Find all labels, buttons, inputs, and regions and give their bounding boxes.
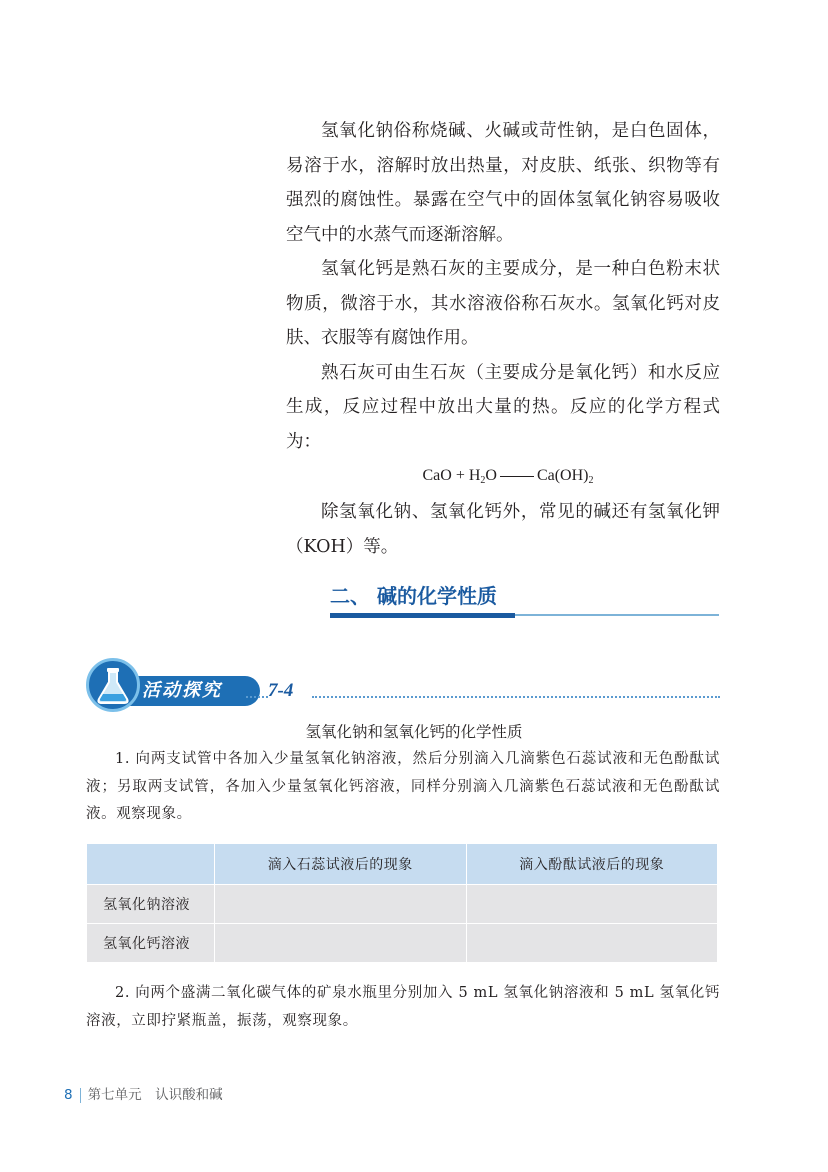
activity-title: 氢氧化钠和氢氧化钙的化学性质 xyxy=(305,723,523,741)
activity-number: 7-4 xyxy=(268,680,294,701)
table-row xyxy=(87,885,718,924)
step-1 xyxy=(86,746,720,829)
step-2 xyxy=(86,980,720,1035)
equation-equals-line xyxy=(500,476,534,477)
table-header-cell: 滴入石蕊试液后的现象 xyxy=(215,844,467,885)
page-footer xyxy=(64,1083,223,1103)
equation-subscript: 2 xyxy=(480,475,486,486)
flask-icon xyxy=(96,667,130,705)
table-row xyxy=(87,924,718,963)
paragraph: 熟石灰可由生石灰（主要成分是氧化钙）和水反应生成，反应过程中放出大量的热。反应的化学方程式为： xyxy=(286,362,720,452)
footer-divider xyxy=(80,1088,81,1103)
equation-right: Ca(OH) xyxy=(536,467,589,484)
step-1-text: 1. 向两支试管中各加入少量氢氧化钠溶液，然后分别滴入几滴紫色石蕊试液和无色酚酞试液；另取两支试管，各加入少量氢氧化钙溶液，同样分别滴入几滴紫色石蕊试液和无色酚酞试液。观察现象。 xyxy=(86,751,720,822)
table-row-label: 氢氧化钙溶液 xyxy=(87,924,215,963)
table-header-row xyxy=(87,844,718,885)
equation-left: CaO + H xyxy=(422,467,481,484)
table-cell xyxy=(215,924,467,963)
paragraph: 除氢氧化钠、氢氧化钙外，常见的碱还有氢氧化钾（KOH）等。 xyxy=(286,502,720,557)
table-cell xyxy=(215,885,467,924)
section-title: 二、 碱的化学性质 xyxy=(330,584,497,608)
section-heading xyxy=(330,578,719,616)
section-underline xyxy=(330,613,515,618)
activity-label: 活动探究 xyxy=(128,676,260,706)
main-text xyxy=(286,114,720,564)
flask-badge xyxy=(86,658,140,712)
dotted-rule xyxy=(312,696,720,698)
table-row-label: 氢氧化钠溶液 xyxy=(87,885,215,924)
table-cell xyxy=(466,924,718,963)
paragraph: 氢氧化钠俗称烧碱、火碱或苛性钠，是白色固体，易溶于水，溶解时放出热量，对皮肤、纸张、织物等有强烈的腐蚀性。暴露在空气中的固体氢氧化钠容易吸收空气中的水蒸气而逐渐溶解。 xyxy=(286,121,720,245)
dotted-rule xyxy=(246,696,268,698)
equation-mid: O xyxy=(485,467,497,484)
table-header-cell xyxy=(87,844,215,885)
activity-header xyxy=(86,658,720,718)
unit-title: 第七单元 认识酸和碱 xyxy=(87,1087,223,1103)
paragraph: 氢氧化钙是熟石灰的主要成分，是一种白色粉末状物质，微溶于水，其水溶液俗称石灰水。氢氧化钙对皮肤、衣服等有腐蚀作用。 xyxy=(286,259,720,348)
observation-table xyxy=(86,843,718,963)
page-number: 8 xyxy=(64,1087,73,1103)
table-header-cell: 滴入酚酞试液后的现象 xyxy=(466,844,718,885)
equation-subscript: 2 xyxy=(588,475,594,486)
step-2-text: 2. 向两个盛满二氧化碳气体的矿泉水瓶里分别加入 5 mL 氢氧化钠溶液和 5 mL 氢氧化钙溶液，立即拧紧瓶盖，振荡，观察现象。 xyxy=(86,985,720,1029)
table-cell xyxy=(466,885,718,924)
chemical-equation xyxy=(286,461,720,491)
